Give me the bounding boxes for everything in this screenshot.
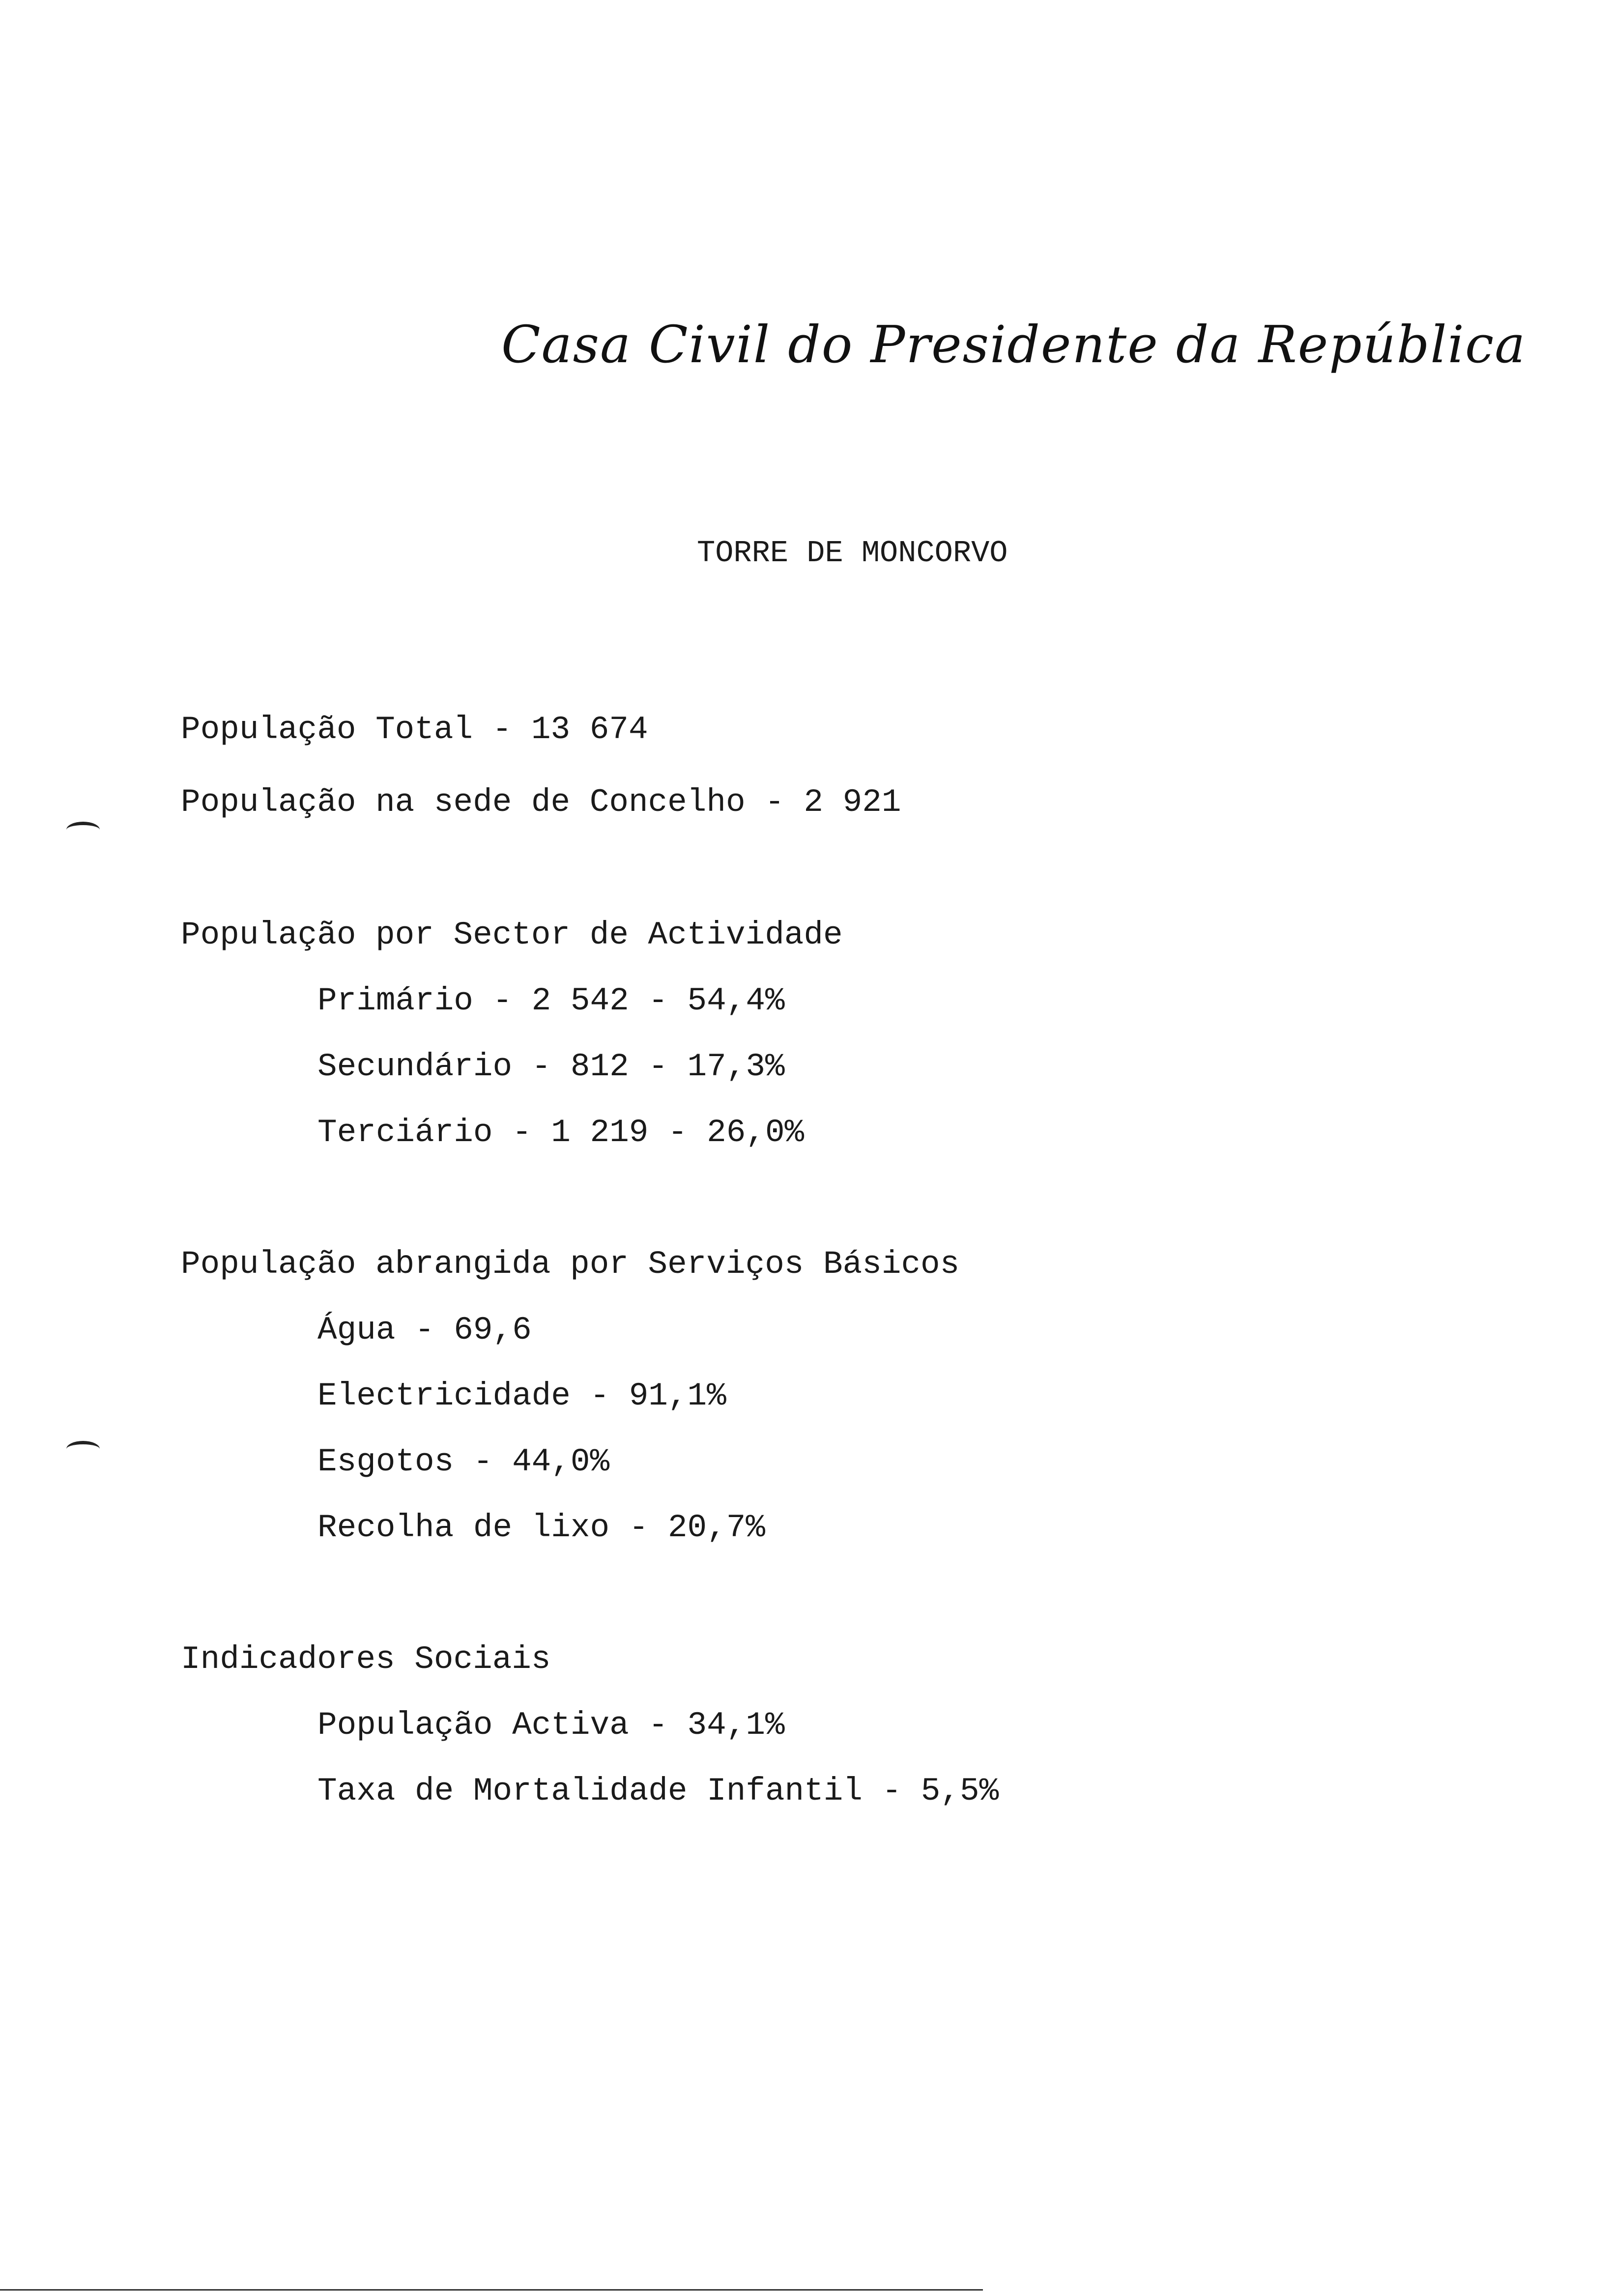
letterhead: Casa Civil do Presidente da República bbox=[501, 315, 1526, 374]
sector-primary: Primário - 2 542 - 54,4% bbox=[317, 982, 785, 1019]
services-sewage: Esgotos - 44,0% bbox=[317, 1443, 610, 1480]
document-title: TORRE DE MONCORVO bbox=[697, 536, 1008, 571]
social-active-population: População Activa - 34,1% bbox=[317, 1707, 785, 1744]
hole-punch-mark bbox=[66, 1441, 100, 1457]
page-bottom-rule bbox=[0, 2289, 983, 2291]
services-garbage: Recolha de lixo - 20,7% bbox=[317, 1509, 765, 1546]
sector-heading: População por Sector de Actividade bbox=[181, 917, 843, 953]
population-seat: População na sede de Concelho - 2 921 bbox=[181, 784, 901, 821]
services-heading: População abrangida por Serviços Básicos bbox=[181, 1246, 960, 1283]
population-total: População Total - 13 674 bbox=[181, 711, 648, 748]
social-infant-mortality: Taxa de Mortalidade Infantil - 5,5% bbox=[317, 1773, 999, 1809]
sector-secondary: Secundário - 812 - 17,3% bbox=[317, 1048, 785, 1085]
services-electricity: Electricidade - 91,1% bbox=[317, 1378, 726, 1414]
hole-punch-mark bbox=[66, 822, 100, 838]
social-heading: Indicadores Sociais bbox=[181, 1641, 551, 1678]
services-water: Água - 69,6 bbox=[317, 1312, 532, 1349]
sector-tertiary: Terciário - 1 219 - 26,0% bbox=[317, 1114, 805, 1151]
